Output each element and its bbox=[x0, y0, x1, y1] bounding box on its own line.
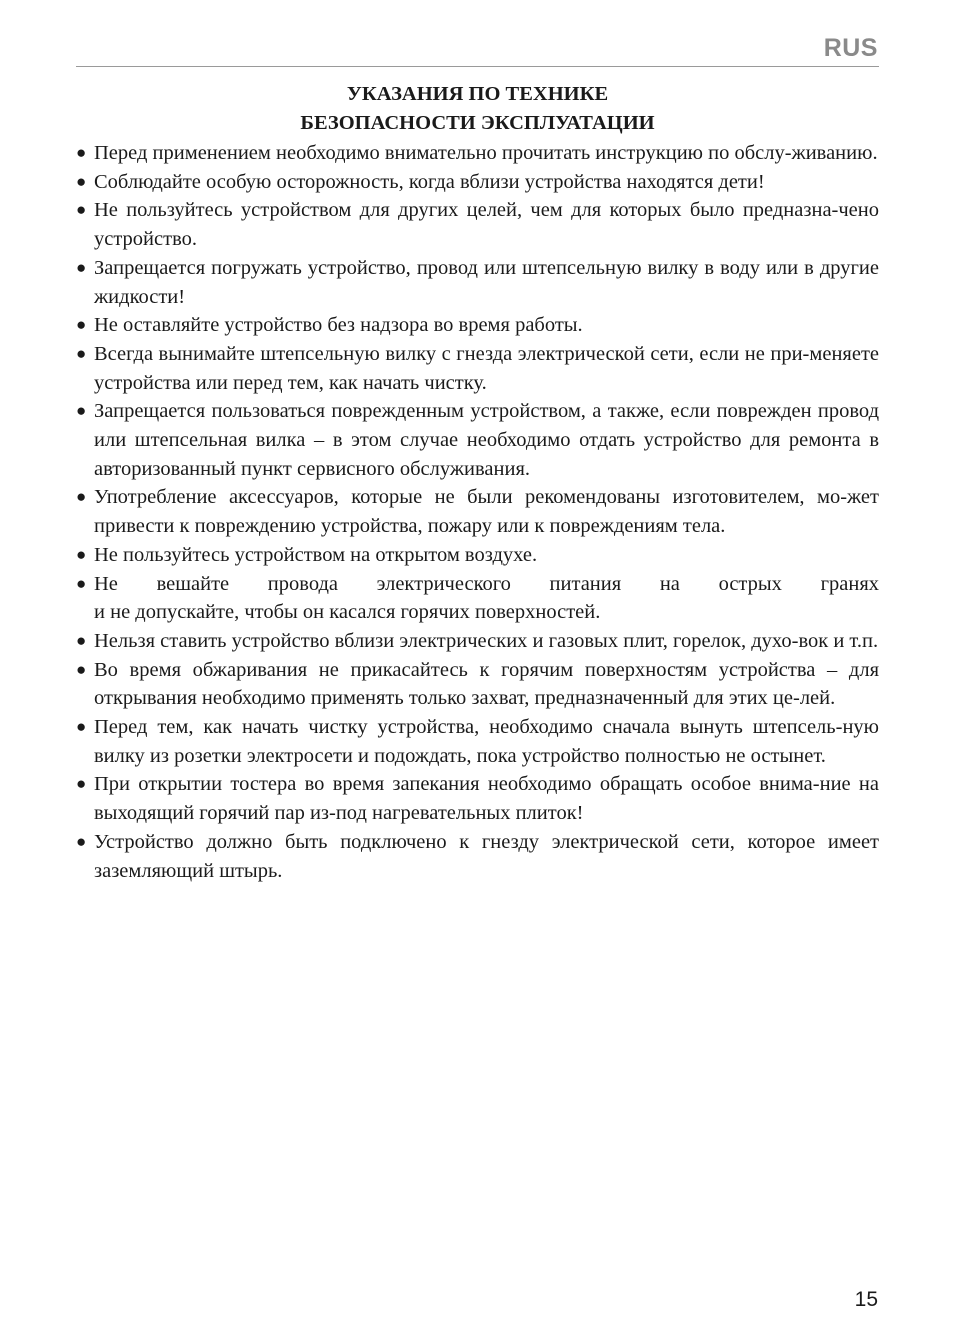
list-item bbox=[76, 483, 879, 540]
list-item-text-line-2: и не допускайте, чтобы он касался горячих поверхностей. bbox=[94, 601, 601, 624]
list-item bbox=[76, 570, 879, 627]
list-item bbox=[76, 397, 879, 483]
list-item-text: Запрещается пользоваться поврежденным устройством, а также, если поврежден провод или штепсельная вилка – в этом случае необходимо отдать устройство для ремонта в авторизованный пункт сервисного обслуживания. bbox=[94, 400, 879, 480]
bullet-icon: ● bbox=[76, 487, 87, 507]
list-item bbox=[76, 828, 879, 885]
list-item bbox=[76, 311, 879, 340]
page-number: 15 bbox=[854, 1288, 878, 1311]
section-title-line-2: БЕЗОПАСНОСТИ ЭКСПЛУАТАЦИИ bbox=[300, 112, 655, 134]
header-divider bbox=[76, 66, 879, 67]
list-item bbox=[76, 656, 879, 713]
list-item-text: Перед тем, как начать чистку устройства, необходимо сначала вынуть штепсель-ную вилку из розетки электросети и подождать, пока устройство полностью не остынет. bbox=[94, 716, 879, 767]
bullet-icon: ● bbox=[76, 774, 87, 794]
list-item bbox=[76, 627, 879, 656]
bullet-icon: ● bbox=[76, 544, 87, 564]
bullet-icon: ● bbox=[76, 200, 87, 220]
list-item bbox=[76, 541, 879, 570]
bullet-icon: ● bbox=[76, 831, 87, 851]
section-title-line-1: УКАЗАНИЯ ПО ТЕХНИКЕ bbox=[346, 83, 609, 105]
list-item-text: Употребление аксессуаров, которые не были рекомендованы изготовителем, мо-жет привести к повреждению устройства, пожару или к повреждениям тела. bbox=[94, 486, 879, 538]
bullet-icon: ● bbox=[76, 257, 87, 277]
list-item-text: Запрещается погружать устройство, провод или штепсельную вилку в воду или в другие жидкости! bbox=[94, 256, 879, 308]
list-item-text: Не пользуйтесь устройством на открытом воздухе. bbox=[94, 543, 538, 566]
safety-instructions-section bbox=[76, 80, 879, 885]
list-item-text: Не оставляйте устройство без надзора во время работы. bbox=[94, 314, 583, 337]
list-item bbox=[76, 254, 879, 311]
list-item-text-line-1: Не вешайте провода электрического питания на острых гранях bbox=[94, 572, 879, 595]
list-item-text: Всегда вынимайте штепсельную вилку с гнезда электрической сети, если не при-меняете устройства или перед тем, как начать чистку. bbox=[94, 342, 879, 394]
list-item-text: Устройство должно быть подключено к гнезду электрической сети, которое имеет заземляющий штырь. bbox=[94, 830, 879, 882]
bullet-icon: ● bbox=[76, 143, 87, 162]
list-item bbox=[76, 139, 879, 168]
bullet-icon: ● bbox=[76, 401, 87, 421]
list-item-text: При открытии тостера во время запекания необходимо обращать особое внима-ние на выходящий горячий пар из-под нагревательных плиток! bbox=[94, 773, 879, 825]
list-item-text: Соблюдайте особую осторожность, когда вблизи устройства находятся дети! bbox=[94, 170, 765, 193]
list-item-text: Во время обжаривания не прикасайтесь к горячим поверхностям устройства – для открывания необходимо применять только захват, предназначенный для этих це-лей. bbox=[94, 658, 879, 710]
list-item-text: Не пользуйтесь устройством для других целей, чем для которых было предназна-чено устройство. bbox=[94, 199, 879, 251]
list-item-text: Перед применением необходимо внимательно прочитать инструкцию по обслу-живанию. bbox=[94, 142, 878, 164]
bullet-icon: ● bbox=[76, 315, 87, 335]
list-item bbox=[76, 713, 879, 770]
list-item-text: Нельзя ставить устройство вблизи электрических и газовых плит, горелок, духо-вок и т.п. bbox=[94, 629, 879, 652]
list-item bbox=[76, 340, 879, 397]
list-item bbox=[76, 196, 879, 253]
language-label: RUS bbox=[823, 34, 878, 62]
list-item bbox=[76, 168, 879, 197]
bullet-icon: ● bbox=[76, 659, 87, 679]
section-title bbox=[76, 80, 879, 138]
bullet-icon: ● bbox=[76, 171, 87, 191]
list-item bbox=[76, 770, 879, 827]
safety-rules-list bbox=[76, 139, 879, 885]
bullet-icon: ● bbox=[76, 630, 87, 650]
bullet-icon: ● bbox=[76, 573, 87, 593]
bullet-icon: ● bbox=[76, 717, 87, 737]
bullet-icon: ● bbox=[76, 343, 87, 363]
